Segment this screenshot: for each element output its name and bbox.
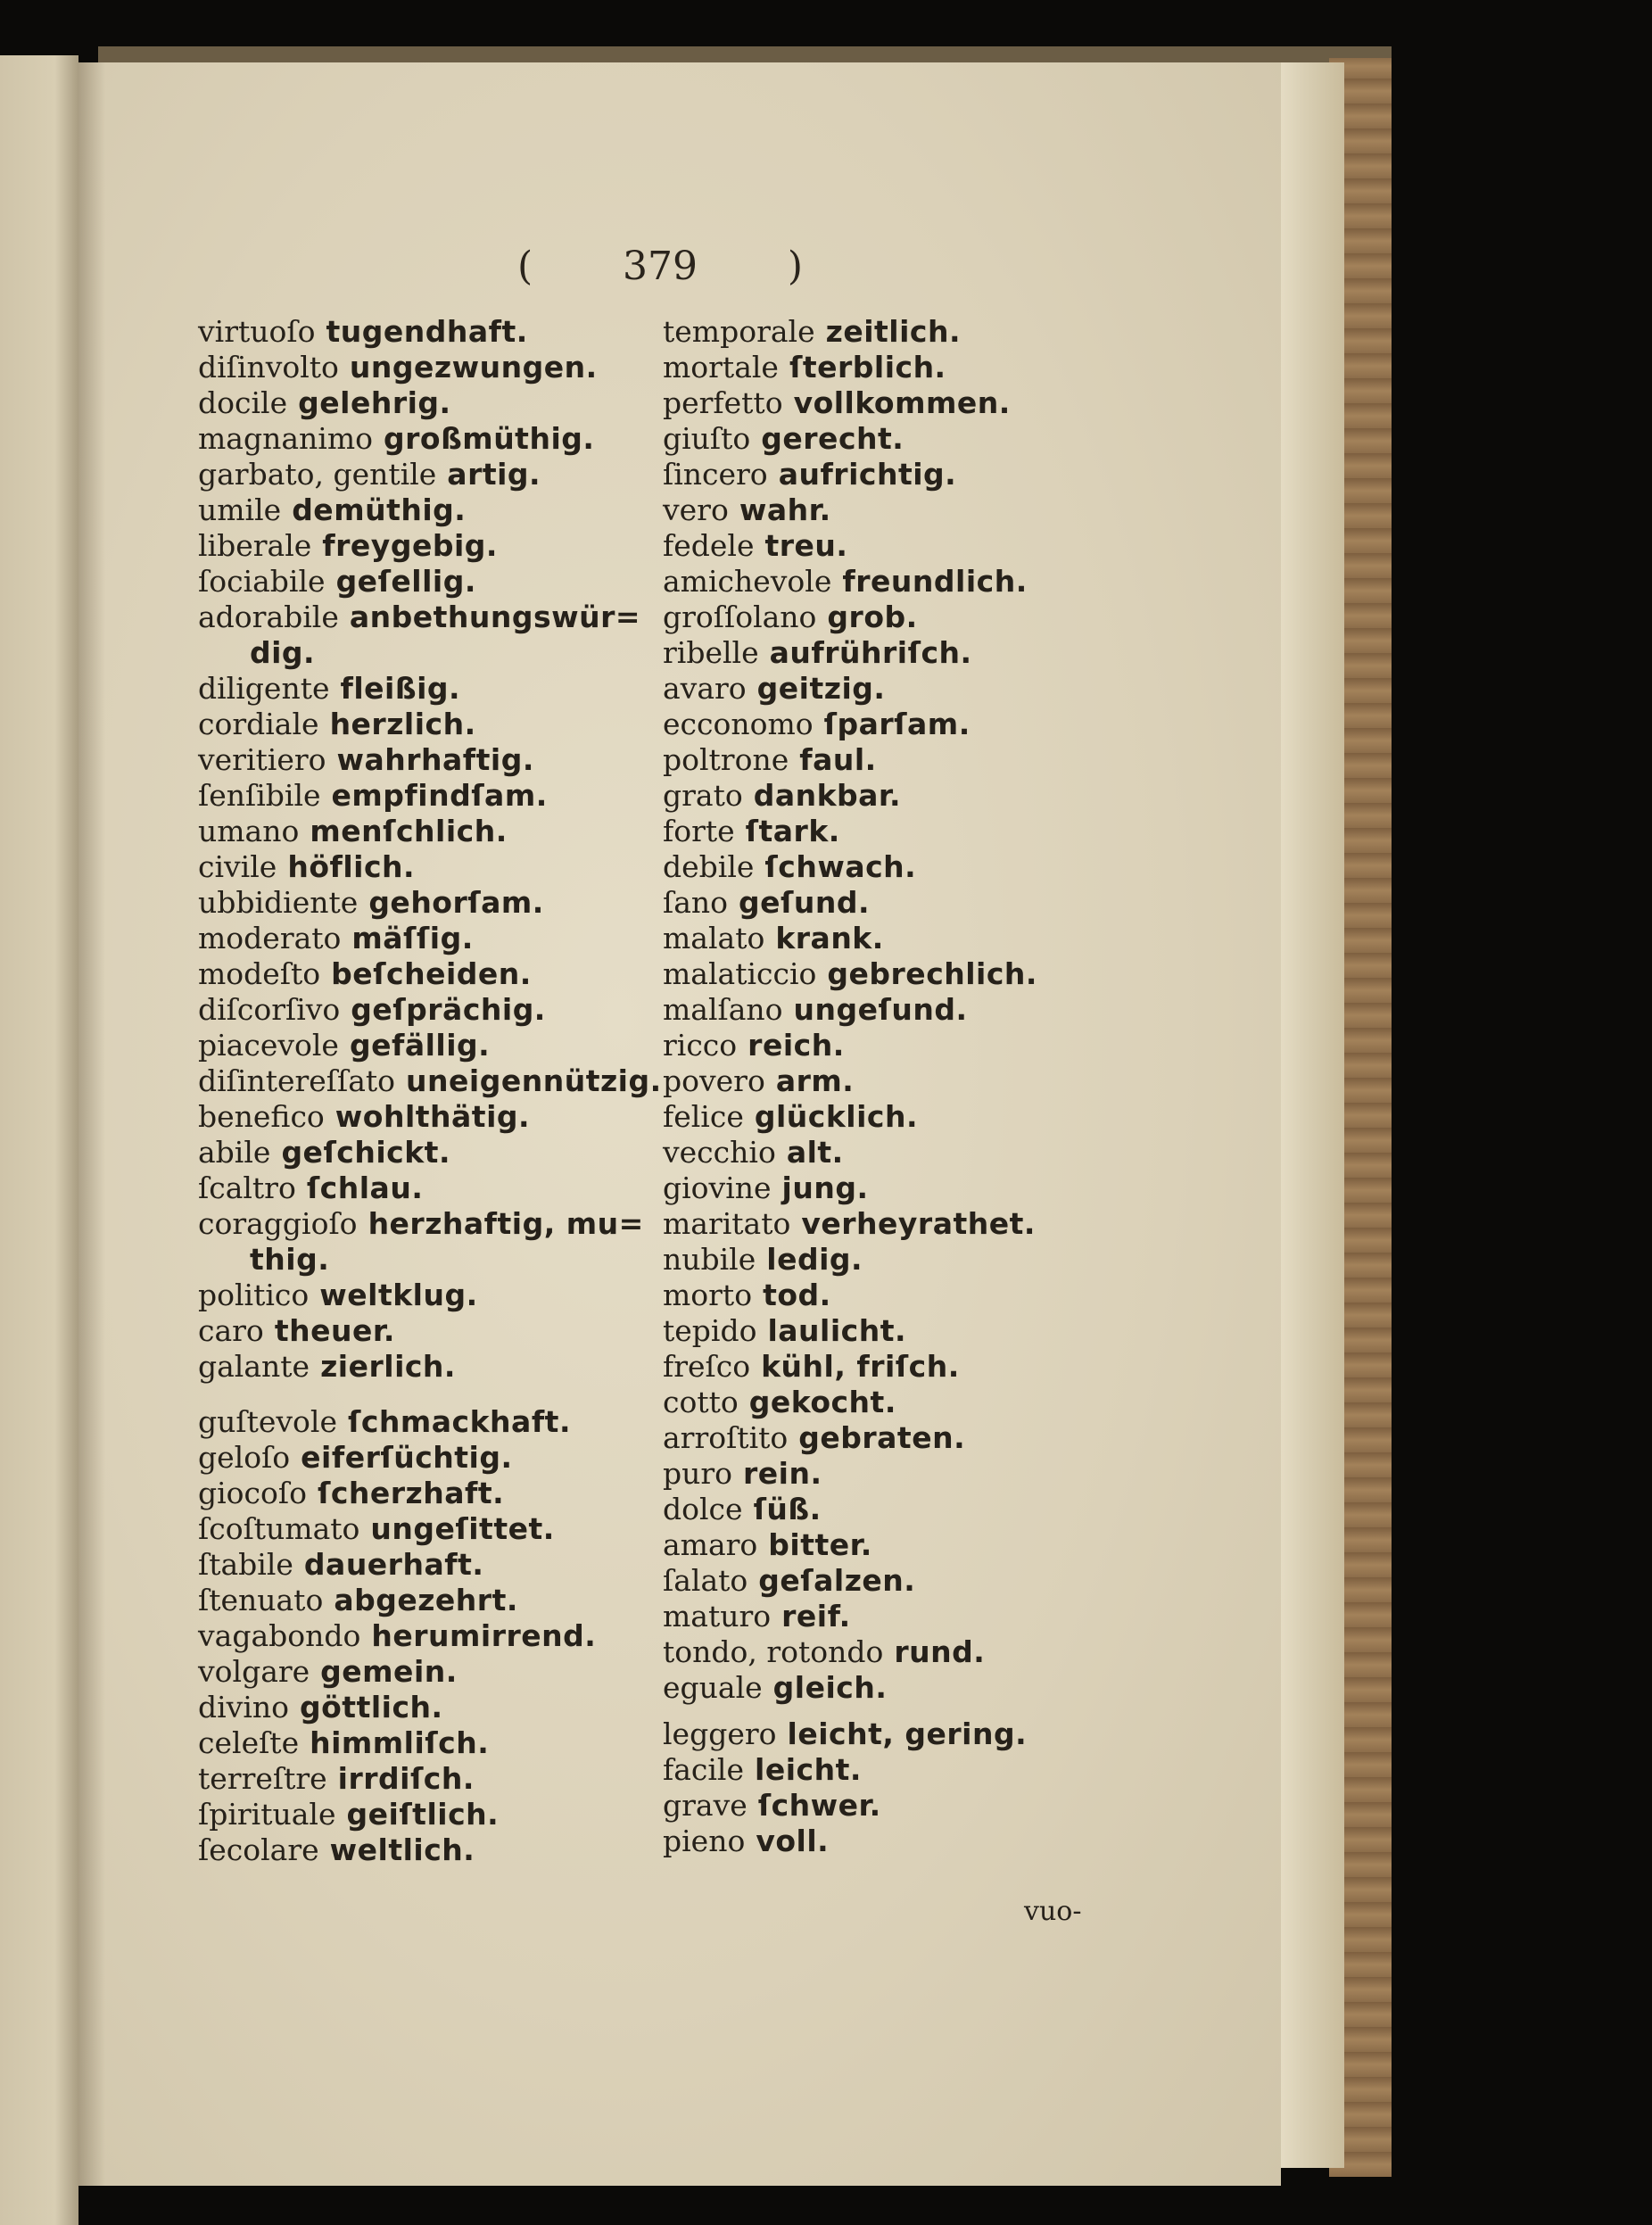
german-translation: reif.	[781, 1599, 851, 1634]
page-number: 379	[623, 243, 698, 289]
german-translation: voll.	[756, 1824, 830, 1858]
italian-word: piacevole	[198, 1028, 339, 1063]
german-translation: faul.	[799, 742, 877, 777]
italian-word: diſinvolto	[198, 350, 339, 385]
german-translation: ſcherzhaft.	[317, 1476, 505, 1510]
vocabulary-entry	[198, 1242, 662, 1278]
german-translation: herumirrend.	[371, 1618, 597, 1653]
german-translation: irrdiſch.	[337, 1761, 475, 1796]
italian-word: adorabile	[198, 600, 339, 634]
german-translation: vollkommen.	[793, 385, 1011, 420]
vocabulary-entry	[198, 1618, 662, 1654]
german-translation: herzlich.	[329, 707, 476, 741]
vocabulary-entry	[663, 1170, 1037, 1206]
italian-word: amichevole	[663, 564, 832, 599]
italian-word: morto	[663, 1278, 753, 1312]
vocabulary-entry	[198, 1349, 662, 1385]
german-translation: ſchwach.	[764, 849, 917, 884]
italian-word: malſano	[663, 992, 783, 1027]
italian-word: ſano	[663, 885, 729, 920]
italian-word: facile	[663, 1752, 745, 1787]
german-translation: wohlthätig.	[335, 1099, 531, 1134]
german-translation: jung.	[781, 1170, 869, 1205]
vocabulary-entry	[198, 1511, 662, 1547]
italian-word: diligente	[198, 671, 330, 706]
german-translation: gebraten.	[798, 1420, 966, 1455]
vocabulary-entry	[663, 1063, 1037, 1099]
vocabulary-entry	[663, 600, 1037, 635]
german-translation: ungeſittet.	[370, 1511, 555, 1546]
german-translation: ſterblich.	[789, 350, 946, 385]
italian-word: ſenſibile	[198, 778, 321, 813]
vocabulary-entry	[663, 1028, 1037, 1063]
vocabulary-entry	[663, 457, 1037, 492]
german-translation: gerecht.	[761, 421, 904, 456]
german-translation: rund.	[894, 1634, 986, 1669]
italian-word: malaticcio	[663, 956, 817, 991]
italian-word: ſtabile	[198, 1547, 293, 1582]
italian-word: grave	[663, 1788, 748, 1823]
vocabulary-entry	[663, 314, 1037, 350]
vocabulary-entry	[198, 814, 662, 849]
italian-word: modeſto	[198, 956, 321, 991]
vocabulary-entry	[663, 1135, 1037, 1170]
german-translation: wahr.	[739, 492, 831, 527]
vocabulary-entry	[198, 492, 662, 528]
german-translation: ſtark.	[745, 814, 840, 848]
italian-word: ſecolare	[198, 1832, 319, 1867]
italian-word: mortale	[663, 350, 779, 385]
italian-word: tondo, rotondo	[663, 1634, 884, 1669]
german-translation: artig.	[447, 457, 541, 492]
german-translation: laulicht.	[767, 1313, 907, 1348]
german-translation: reich.	[748, 1028, 845, 1063]
italian-word: grato	[663, 778, 743, 813]
vocabulary-entry	[663, 528, 1037, 564]
german-translation: leicht, gering.	[787, 1716, 1028, 1751]
vocabulary-entry	[663, 1824, 1037, 1859]
italian-word: giocoſo	[198, 1476, 307, 1510]
german-translation: treu.	[764, 528, 848, 563]
italian-word: celeſte	[198, 1725, 300, 1760]
vocabulary-entry	[198, 1440, 662, 1476]
german-translation: glücklich.	[754, 1099, 919, 1134]
german-translation: mäſſig.	[351, 921, 474, 955]
italian-word: dolce	[663, 1492, 743, 1526]
german-translation: arm.	[775, 1063, 855, 1098]
italian-word: ſtenuato	[198, 1583, 324, 1617]
german-translation: zierlich.	[320, 1349, 456, 1384]
german-translation: wahrhaftig.	[336, 742, 534, 777]
italian-word: liberale	[198, 528, 312, 563]
italian-word: vagabondo	[198, 1618, 361, 1653]
italian-word: politico	[198, 1278, 310, 1312]
german-translation: eiferſüchtig.	[301, 1440, 513, 1475]
vocabulary-entry	[663, 778, 1037, 814]
italian-word: arroſtito	[663, 1420, 789, 1455]
italian-word: poltrone	[663, 742, 789, 777]
vocabulary-entry	[198, 1654, 662, 1690]
vocabulary-entry	[663, 1599, 1037, 1634]
german-translation: himmliſch.	[310, 1725, 490, 1760]
vocabulary-entry	[663, 1716, 1037, 1752]
vocabulary-entry	[198, 1690, 662, 1725]
german-translation: freygebig.	[322, 528, 498, 563]
italian-word: temporale	[663, 314, 815, 349]
italian-word: divino	[198, 1690, 289, 1725]
vocabulary-entry	[663, 1349, 1037, 1385]
german-translation: tugendhaft.	[326, 314, 528, 349]
vocabulary-entry	[198, 1761, 662, 1797]
italian-word: leggero	[663, 1716, 777, 1751]
vocabulary-entry	[663, 1563, 1037, 1599]
italian-word: forte	[663, 814, 735, 848]
vocabulary-entry	[663, 1527, 1037, 1563]
german-translation: tod.	[763, 1278, 831, 1312]
german-translation: gemein.	[320, 1654, 458, 1689]
italian-word: freſco	[663, 1349, 751, 1384]
italian-word: pieno	[663, 1824, 746, 1858]
german-translation: gebrechlich.	[827, 956, 1037, 991]
italian-word: ecconomo	[663, 707, 814, 741]
gutter-shadow	[78, 62, 105, 2186]
italian-word: vecchio	[663, 1135, 776, 1170]
italian-word: giuſto	[663, 421, 751, 456]
italian-word: volgare	[198, 1654, 310, 1689]
vocabulary-entry	[198, 600, 662, 635]
vocabulary-entry	[198, 457, 662, 492]
vocabulary-entry	[663, 635, 1037, 671]
vocabulary-entry	[198, 1206, 662, 1242]
italian-word: felice	[663, 1099, 744, 1134]
german-translation: gehorſam.	[368, 885, 544, 920]
italian-word: ſpirituale	[198, 1797, 336, 1832]
german-translation: menſchlich.	[310, 814, 508, 848]
header-open-paren: (	[517, 243, 533, 289]
german-translation: aufrühriſch.	[769, 635, 972, 670]
german-translation: geſund.	[739, 885, 871, 920]
italian-word: galante	[198, 1349, 310, 1384]
vocabulary-entry	[198, 921, 662, 956]
german-translation: großmüthig.	[384, 421, 595, 456]
italian-word: puro	[663, 1456, 733, 1491]
german-translation: gleich.	[772, 1670, 888, 1705]
german-translation: anbethungswür=	[349, 600, 641, 634]
vocabulary-entry	[663, 350, 1037, 385]
vocabulary-entry	[198, 1547, 662, 1583]
page-header	[517, 239, 803, 293]
german-translation: gelehrig.	[298, 385, 451, 420]
german-translation: herzhaftig, mu=	[368, 1206, 644, 1241]
german-translation: fleißig.	[340, 671, 461, 706]
italian-word: veritiero	[198, 742, 326, 777]
vocabulary-entry	[198, 1725, 662, 1761]
italian-word: maritato	[663, 1206, 791, 1241]
german-translation: gekocht.	[748, 1385, 896, 1419]
german-translation: weltlich.	[329, 1832, 475, 1867]
vocabulary-entry	[198, 1313, 662, 1349]
vocabulary-entry	[663, 1670, 1037, 1706]
vocabulary-entry	[663, 1385, 1037, 1420]
italian-word: umano	[198, 814, 300, 848]
italian-word: caro	[198, 1313, 264, 1348]
german-translation: zeitlich.	[825, 314, 961, 349]
vocabulary-entry	[663, 1456, 1037, 1492]
german-translation: uneigennützig.	[406, 1063, 662, 1098]
italian-word: cordiale	[198, 707, 319, 741]
italian-word: fedele	[663, 528, 755, 563]
italian-word: ſcoſtumato	[198, 1511, 360, 1546]
german-translation: ſparſam.	[823, 707, 971, 741]
vocabulary-entry	[663, 707, 1037, 742]
vocabulary-entry	[663, 492, 1037, 528]
vocabulary-entry	[198, 1404, 662, 1440]
vocabulary-entry	[663, 1206, 1037, 1242]
vocabulary-entry	[663, 1313, 1037, 1349]
german-translation: geitzig.	[756, 671, 886, 706]
italian-word: tepido	[663, 1313, 757, 1348]
italian-word: ribelle	[663, 635, 759, 670]
vocabulary-entry	[198, 742, 662, 778]
italian-word: virtuoſo	[198, 314, 316, 349]
german-translation: freundlich.	[842, 564, 1028, 599]
italian-word: ſincero	[663, 457, 768, 492]
german-translation: alt.	[786, 1135, 844, 1170]
vocabulary-entry	[663, 385, 1037, 421]
german-translation: höflich.	[287, 849, 416, 884]
page-stack-edge	[1280, 62, 1344, 2168]
vocabulary-entry	[663, 1752, 1037, 1788]
german-translation: kühl, friſch.	[761, 1349, 960, 1384]
vocabulary-entry	[198, 635, 662, 671]
german-translation: ſchmackhaft.	[347, 1404, 571, 1439]
italian-word: guſtevole	[198, 1404, 337, 1439]
german-translation: demüthig.	[292, 492, 467, 527]
german-translation: dauerhaft.	[303, 1547, 484, 1582]
vocabulary-entry	[198, 1832, 662, 1868]
german-translation: ſüß.	[753, 1492, 822, 1526]
german-translation: gefällig.	[349, 1028, 491, 1063]
vocabulary-entry	[198, 350, 662, 385]
vocabulary-entry	[663, 992, 1037, 1028]
german-translation: geſellig.	[335, 564, 476, 599]
vocabulary-entry	[663, 742, 1037, 778]
german-translation: aufrichtig.	[778, 457, 957, 492]
vocabulary-entry	[663, 1242, 1037, 1278]
vocabulary-entry	[663, 956, 1037, 992]
german-translation: leicht.	[755, 1752, 862, 1787]
italian-word: nubile	[663, 1242, 756, 1277]
vocabulary-entry	[663, 885, 1037, 921]
german-translation: theuer.	[274, 1313, 395, 1348]
italian-word: groſſolano	[663, 600, 817, 634]
vocabulary-entry	[198, 1278, 662, 1313]
italian-word: magnanimo	[198, 421, 373, 456]
vocabulary-entry	[663, 1788, 1037, 1824]
vocabulary-entry	[198, 1135, 662, 1170]
vocabulary-entry	[663, 564, 1037, 600]
italian-word: debile	[663, 849, 755, 884]
catchword: vuo-	[1024, 1896, 1082, 1927]
vocabulary-entry	[198, 421, 662, 457]
italian-word: diſintereſſato	[198, 1063, 396, 1098]
vocabulary-entry	[198, 1170, 662, 1206]
italian-word: amaro	[663, 1527, 758, 1562]
vocabulary-entry	[663, 421, 1037, 457]
german-translation: ledig.	[766, 1242, 863, 1277]
italian-word: ſalato	[663, 1563, 748, 1598]
italian-word: povero	[663, 1063, 765, 1098]
german-translation: geſchickt.	[281, 1135, 450, 1170]
german-translation: verheyrathet.	[801, 1206, 1036, 1241]
german-translation: ungezwungen.	[349, 350, 598, 385]
vocabulary-entry	[198, 885, 662, 921]
vocabulary-entry	[198, 778, 662, 814]
vocabulary-entry	[198, 956, 662, 992]
vocabulary-entry	[198, 1063, 662, 1099]
italian-word: umile	[198, 492, 282, 527]
vocabulary-entry	[663, 1420, 1037, 1456]
italian-word: abile	[198, 1135, 271, 1170]
vocabulary-entry	[663, 849, 1037, 885]
german-translation: bitter.	[768, 1527, 872, 1562]
italian-word: vero	[663, 492, 729, 527]
vocabulary-entry	[198, 1028, 662, 1063]
german-translation: rein.	[743, 1456, 822, 1491]
vocabulary-entry	[663, 1278, 1037, 1313]
italian-word: ubbidiente	[198, 885, 359, 920]
italian-word: moderato	[198, 921, 342, 955]
header-close-paren: )	[787, 243, 803, 289]
facing-page-edge	[0, 55, 78, 2225]
vocabulary-entry	[663, 814, 1037, 849]
vocabulary-entry	[663, 1492, 1037, 1527]
vocabulary-entry	[198, 1797, 662, 1832]
vocabulary-entry	[198, 314, 662, 350]
vocabulary-entry	[663, 1099, 1037, 1135]
vocabulary-entry	[198, 849, 662, 885]
german-translation: ſchlau.	[306, 1170, 424, 1205]
italian-word: avaro	[663, 671, 747, 706]
italian-word: ricco	[663, 1028, 738, 1063]
right-vocabulary-column	[663, 314, 1037, 1859]
german-translation: thig.	[250, 1242, 330, 1277]
german-translation: geſprächig.	[351, 992, 546, 1027]
german-translation: krank.	[775, 921, 884, 955]
italian-word: maturo	[663, 1599, 772, 1634]
german-translation: geiſtlich.	[346, 1797, 500, 1832]
italian-word: eguale	[663, 1670, 763, 1705]
italian-word: garbato, gentile	[198, 457, 437, 492]
italian-word: perfetto	[663, 385, 783, 420]
german-translation: grob.	[827, 600, 918, 634]
vocabulary-entry	[198, 385, 662, 421]
italian-word: civile	[198, 849, 277, 884]
vocabulary-entry	[663, 921, 1037, 956]
german-translation: ungeſund.	[793, 992, 968, 1027]
vocabulary-entry	[198, 564, 662, 600]
italian-word: malato	[663, 921, 765, 955]
vocabulary-entry	[198, 992, 662, 1028]
german-translation: empfindſam.	[331, 778, 548, 813]
vocabulary-entry	[663, 671, 1037, 707]
german-translation: beſcheiden.	[331, 956, 532, 991]
italian-word: ſociabile	[198, 564, 326, 599]
italian-word: cotto	[663, 1385, 739, 1419]
german-translation: ſchwer.	[757, 1788, 881, 1823]
vocabulary-entry	[198, 1099, 662, 1135]
german-translation: abgezehrt.	[334, 1583, 518, 1617]
vocabulary-entry	[198, 671, 662, 707]
vocabulary-entry	[198, 1583, 662, 1618]
german-translation: weltklug.	[319, 1278, 478, 1312]
german-translation: geſalzen.	[758, 1563, 916, 1598]
italian-word: coraggioſo	[198, 1206, 358, 1241]
german-translation: göttlich.	[300, 1690, 443, 1725]
german-translation: dig.	[250, 635, 316, 670]
vocabulary-entry	[198, 1476, 662, 1511]
italian-word: docile	[198, 385, 288, 420]
italian-word: diſcorſivo	[198, 992, 341, 1027]
vocabulary-entry	[198, 707, 662, 742]
italian-word: giovine	[663, 1170, 772, 1205]
vocabulary-entry	[198, 528, 662, 564]
italian-word: ſcaltro	[198, 1170, 296, 1205]
italian-word: terreſtre	[198, 1761, 327, 1796]
italian-word: geloſo	[198, 1440, 291, 1475]
german-translation: dankbar.	[753, 778, 902, 813]
italian-word: benefico	[198, 1099, 325, 1134]
vocabulary-entry	[663, 1634, 1037, 1670]
left-vocabulary-column	[198, 314, 662, 1868]
